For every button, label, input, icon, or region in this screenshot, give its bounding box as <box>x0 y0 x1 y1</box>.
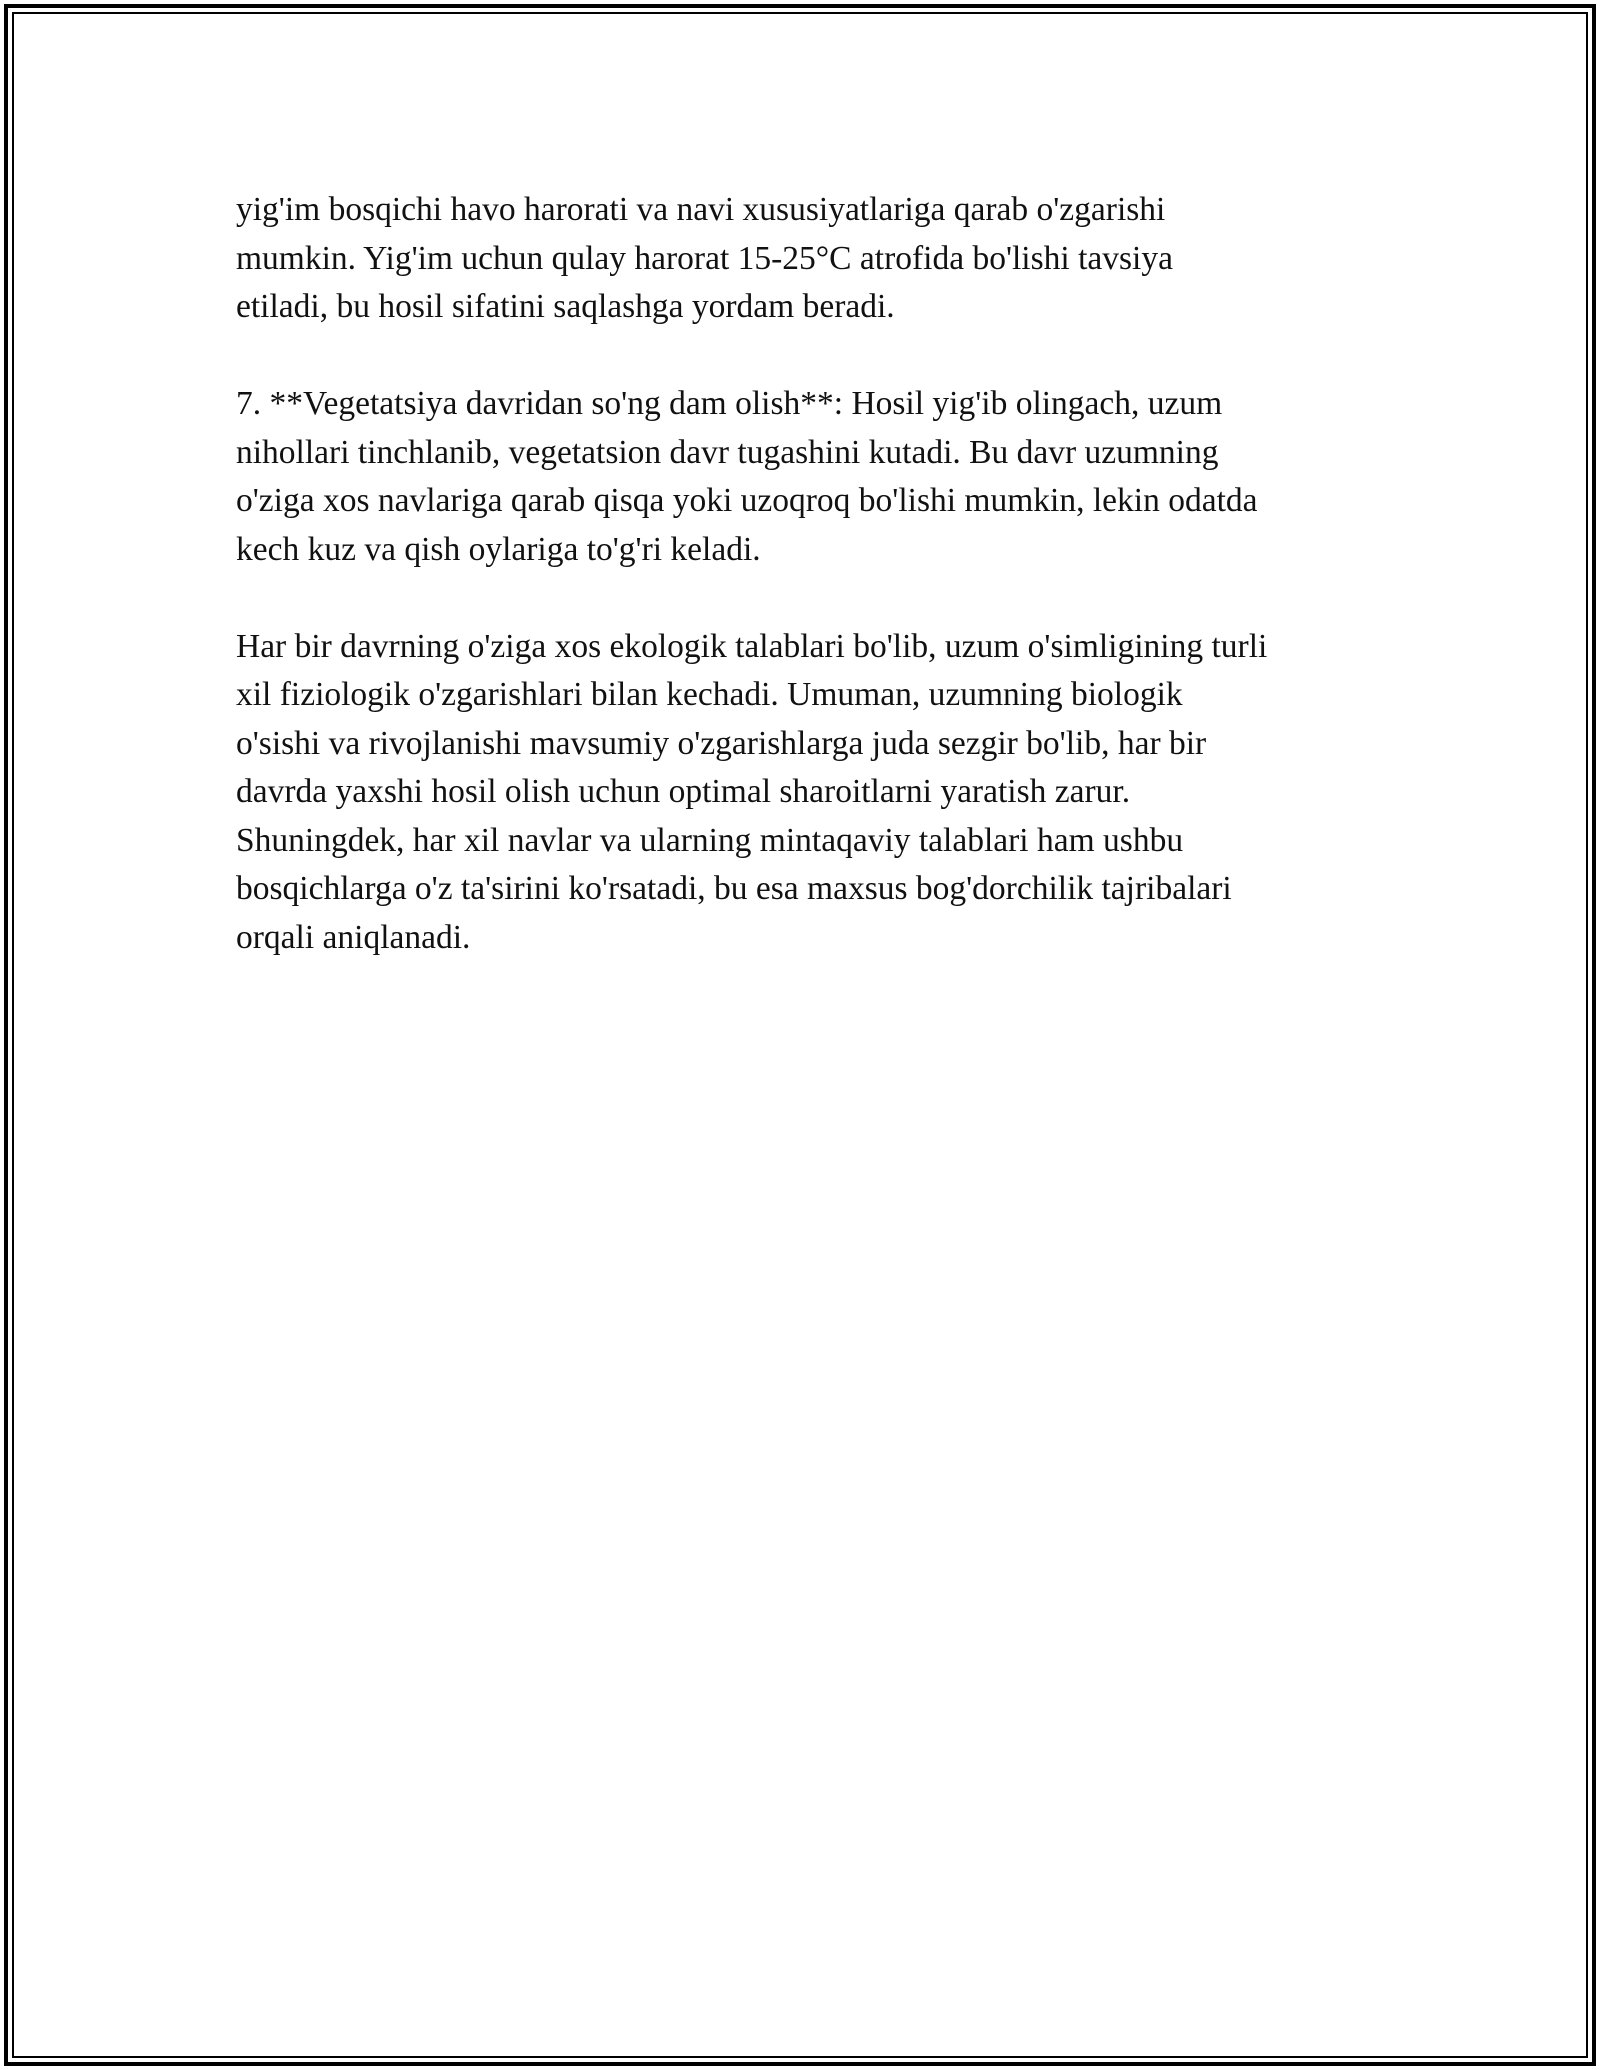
text-line: 7. **Vegetatsiya davridan so'ng dam olish**: Hosil yig'ib olingach, uzum <box>236 385 1223 422</box>
paragraph-conclusion <box>236 623 1376 963</box>
text-line: yig'im bosqichi havo harorati va navi xususiyatlariga qarab o'zgarishi <box>236 191 1166 228</box>
text-line: Har bir davrning o'ziga xos ekologik talablari bo'lib, uzum o'simligining turli <box>236 627 1268 665</box>
text-line: davrda yaxshi hosil olish uchun optimal sharoitlarni yaratish zarur. <box>236 773 1131 810</box>
text-line: o'ziga xos navlariga qarab qisqa yoki uzoqroq bo'lishi mumkin, lekin odatda <box>236 482 1258 519</box>
paragraph-harvest-continued <box>236 186 1376 332</box>
text-line: Shuningdek, har xil navlar va ularning mintaqaviy talablari ham ushbu <box>236 821 1184 859</box>
paragraph-item-7-dormancy <box>236 380 1376 574</box>
text-line: mumkin. Yig'im uchun qulay harorat 15-25°C atrofida bo'lishi tavsiya <box>236 239 1173 277</box>
text-line: bosqichlarga o'z ta'sirini ko'rsatadi, bu esa maxsus bog'dorchilik tajribalari <box>236 870 1232 907</box>
document-body <box>236 186 1376 962</box>
text-line: etiladi, bu hosil sifatini saqlashga yordam beradi. <box>236 288 895 325</box>
text-line: nihollari tinchlanib, vegetatsion davr tugashini kutadi. Bu davr uzumning <box>236 433 1219 471</box>
text-line: xil fiziologik o'zgarishlari bilan kechadi. Umuman, uzumning biologik <box>236 676 1183 713</box>
text-line: kech kuz va qish oylariga to'g'ri keladi. <box>236 530 761 568</box>
text-line: o'sishi va rivojlanishi mavsumiy o'zgarishlarga juda sezgir bo'lib, har bir <box>236 724 1207 762</box>
text-line: orqali aniqlanadi. <box>236 918 471 956</box>
